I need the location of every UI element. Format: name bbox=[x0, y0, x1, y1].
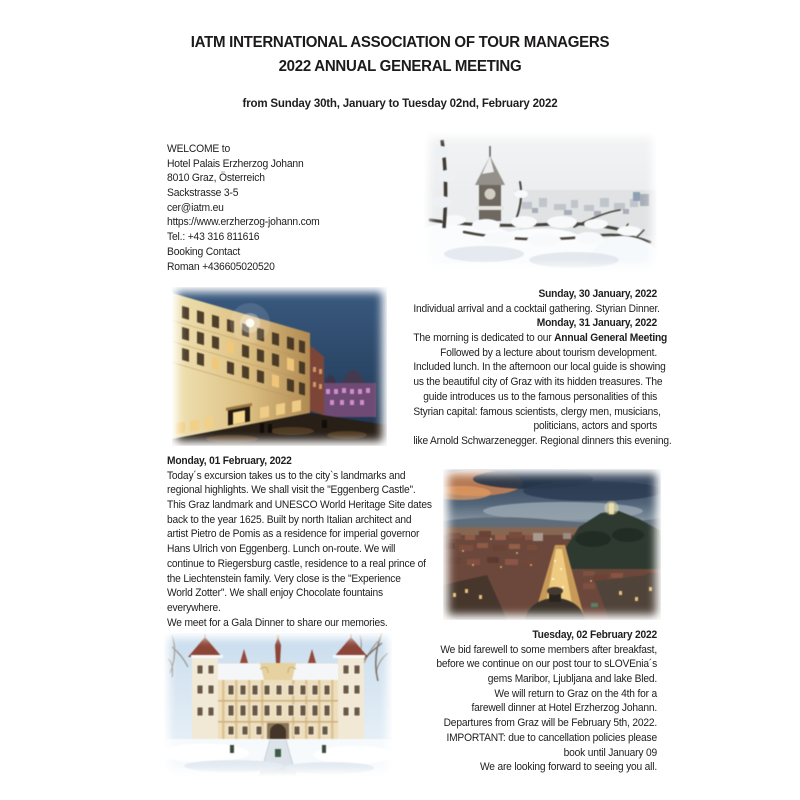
agenda-line: regional highlights. We shall visit the "Eggenberg Castle". bbox=[167, 484, 416, 497]
graz-aerial-image bbox=[443, 469, 661, 620]
agenda-line: Today´s excursion takes us to the city`s landmarks and bbox=[167, 469, 406, 482]
agenda-line: before we continue on our post tour to sLOVEnia´s bbox=[436, 658, 657, 671]
agenda-jan-30-31 bbox=[413, 287, 672, 449]
agenda-line: continue to Riegersburg castle, residence to a real prince of bbox=[167, 557, 426, 570]
hotel-city: 8010 Graz, Österreich bbox=[167, 172, 265, 185]
page-title bbox=[24, 31, 776, 79]
agenda-line: book until January 09 bbox=[563, 746, 657, 759]
agenda-line: us the beautiful city of Graz with its hidden treasures. The bbox=[413, 376, 663, 389]
agenda-line: farewell dinner at Hotel Erzherzog Johann. bbox=[471, 702, 657, 715]
agenda-date: Monday, 01 February, 2022 bbox=[167, 455, 292, 467]
agenda-date: Tuesday, 02 February 2022 bbox=[532, 629, 657, 641]
agenda-feb-02 bbox=[413, 628, 657, 775]
welcome-line: WELCOME to bbox=[167, 143, 231, 155]
agenda-date: Monday, 31 January, 2022 bbox=[536, 317, 657, 330]
agenda-line: Individual arrival and a cocktail gathering. Styrian Dinner. bbox=[413, 302, 660, 315]
eggenberg-palace-illustration bbox=[164, 633, 392, 776]
hotel-night-image bbox=[172, 287, 387, 446]
agenda-line: guide introduces us to the famous personalities of this bbox=[423, 390, 657, 403]
agenda-line: We are looking forward to seeing you all. bbox=[479, 761, 657, 774]
agenda-date: Sunday, 30 January, 2022 bbox=[538, 288, 657, 300]
agenda-line: World Zotter". We shall enjoy Chocolate fountains bbox=[167, 587, 383, 600]
agenda-line: We bid farewell to some members after breakfast, bbox=[440, 643, 657, 656]
phone-line: Tel.: +43 316 811616 bbox=[167, 231, 260, 244]
agenda-line: This Graz landmark and UNESCO World Heritage Site dates bbox=[167, 499, 432, 512]
agenda-line: artist Pietro de Pomis as a residence for imperial governor bbox=[167, 528, 420, 541]
event-date-range: from Sunday 30th, January to Tuesday 02nd, February 2022 bbox=[242, 96, 558, 110]
agenda-line: Hans Ulrich von Eggenberg. Lunch on-route. We will bbox=[167, 543, 396, 556]
snowy-graz-clock-tower-image bbox=[424, 132, 657, 271]
title-line-1: IATM INTERNATIONAL ASSOCIATION OF TOUR MANAGERS bbox=[190, 34, 610, 51]
agenda-line: We will return to Graz on the 4th for a bbox=[494, 687, 657, 700]
agenda-highlight: Annual General Meeting bbox=[554, 332, 668, 345]
agenda-line: gems Maribor, Ljubljana and lake Bled. bbox=[487, 673, 657, 686]
website-link[interactable]: https://www.erzherzog-johann.com bbox=[167, 216, 320, 229]
booking-contact-label: Booking Contact bbox=[167, 245, 241, 258]
agenda-line: Styrian capital: famous scientists, clergy men, musicians, bbox=[413, 405, 661, 418]
agenda-line: politicians, actors and sports bbox=[533, 420, 657, 433]
booking-contact-phone: Roman +436605020520 bbox=[167, 260, 275, 273]
hotel-night-illustration bbox=[172, 287, 387, 446]
graz-aerial-illustration bbox=[443, 469, 661, 620]
agenda-line: the Liechtenstein family. Very close is the "Experience bbox=[167, 572, 401, 585]
agenda-line: We meet for a Gala Dinner to share our memories. bbox=[167, 616, 388, 629]
agenda-line: everywhere. bbox=[167, 601, 221, 614]
snowy-graz-illustration bbox=[424, 132, 657, 271]
email-link[interactable]: cer@iatm.eu bbox=[167, 201, 224, 214]
hotel-street: Sackstrasse 3-5 bbox=[167, 187, 239, 200]
agenda-line: back to the year 1625. Built by north Italian architect and bbox=[167, 513, 412, 526]
eggenberg-palace-image bbox=[164, 633, 392, 776]
agenda-line: IMPORTANT: due to cancellation policies please bbox=[446, 731, 657, 744]
agenda-line: The morning is dedicated to our Annual General Meeting bbox=[413, 332, 668, 345]
agenda-line: Departures from Graz will be February 5th, 2022. bbox=[443, 717, 657, 730]
agenda-line: Included lunch. In the afternoon our local guide is showing bbox=[413, 361, 666, 374]
agenda-feb-01 bbox=[167, 454, 432, 630]
agenda-line: Followed by a lecture about tourism development. bbox=[440, 346, 657, 359]
hotel-name: Hotel Palais Erzherzog Johann bbox=[167, 157, 304, 170]
contact-block bbox=[167, 142, 393, 274]
title-line-2: 2022 ANNUAL GENERAL MEETING bbox=[278, 58, 522, 75]
agenda-line: like Arnold Schwarzenegger. Regional dinners this evening. bbox=[413, 434, 672, 447]
